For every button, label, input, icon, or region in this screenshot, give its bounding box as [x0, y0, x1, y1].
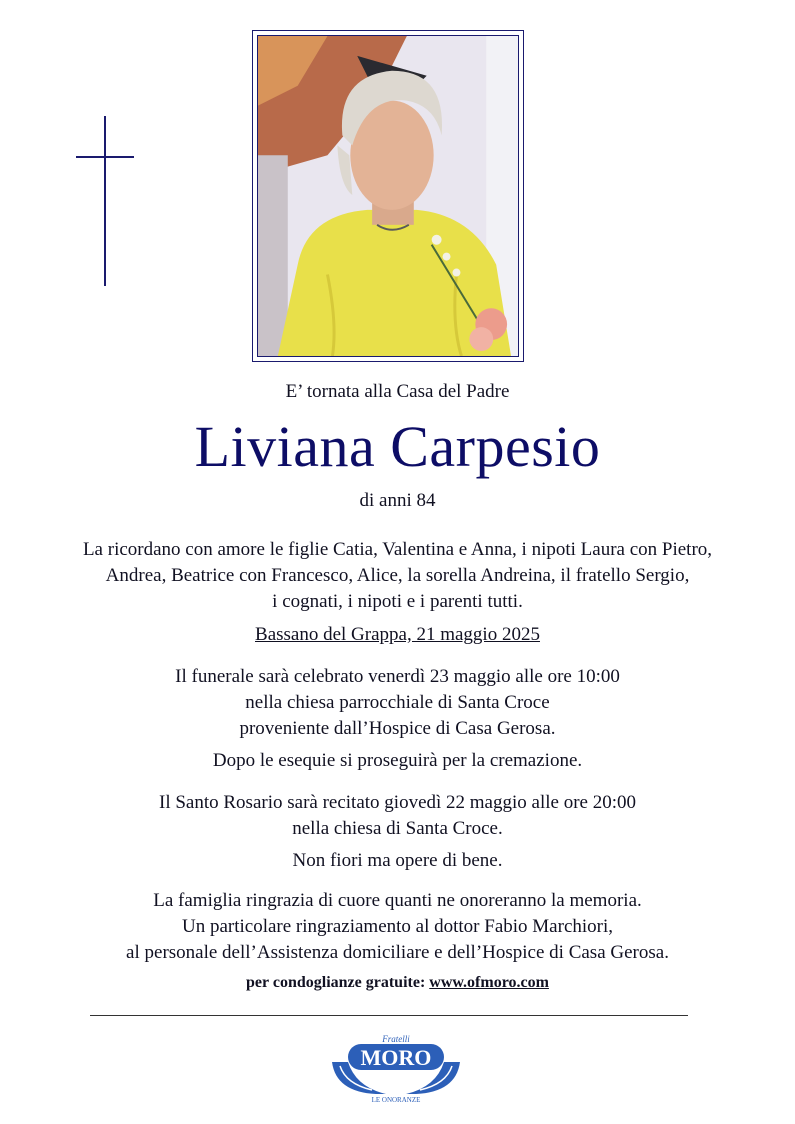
- place-date-text: Bassano del Grappa, 21 maggio 2025: [255, 624, 540, 645]
- remembrance-block: [0, 537, 795, 615]
- logo-main-text: MORO: [360, 1045, 432, 1070]
- condolences-line: [0, 974, 795, 992]
- portrait-photo: [257, 35, 519, 357]
- rosary-block: [0, 790, 795, 842]
- logo-top-text: Fratelli: [382, 1034, 410, 1044]
- funeral-block: [0, 664, 795, 742]
- funeral-line: Il funerale sarà celebrato venerdì 23 maggio alle ore 10:00: [175, 666, 620, 687]
- age-text: di anni 84: [359, 490, 436, 511]
- intro-text: E’ tornata alla Casa del Padre: [285, 381, 510, 402]
- place-date: [0, 624, 795, 646]
- logo-bottom-text: LE ONORANZE: [371, 1096, 421, 1104]
- remembrance-line: Andrea, Beatrice con Francesco, Alice, la sorella Andreina, il fratello Sergio,: [105, 565, 690, 586]
- deceased-name: Liviana Carpesio: [194, 414, 601, 479]
- flowers-text: Non fiori ma opere di bene.: [292, 850, 503, 871]
- portrait-frame: [252, 30, 524, 362]
- thanks-line: Un particolare ringraziamento al dottor Fabio Marchiori,: [181, 916, 614, 937]
- condolences-label: per condoglianze gratuite:: [246, 974, 426, 991]
- rosary-line: nella chiesa di Santa Croce.: [292, 818, 503, 839]
- funeral-line: nella chiesa parrocchiale di Santa Croce: [245, 692, 550, 713]
- exequies-text: Dopo le esequie si proseguirà per la cremazione.: [212, 750, 583, 771]
- funeral-line: proveniente dall’Hospice di Casa Gerosa.: [239, 718, 556, 739]
- remembrance-line: La ricordano con amore le figlie Catia, Valentina e Anna, i nipoti Laura con Pietro,: [82, 539, 713, 560]
- remembrance-line: i cognati, i nipoti e i parenti tutti.: [272, 591, 523, 612]
- thanks-line: La famiglia ringrazia di cuore quanti ne onoreranno la memoria.: [153, 890, 642, 911]
- thanks-block: [0, 888, 795, 966]
- cross-icon: [76, 116, 134, 286]
- rosary-line: Il Santo Rosario sarà recitato giovedì 22 maggio alle ore 20:00: [159, 792, 636, 813]
- divider: [90, 1015, 688, 1016]
- moro-logo: [326, 1032, 466, 1104]
- thanks-line: al personale dell’Assistenza domiciliare e dell’Hospice di Casa Gerosa.: [126, 942, 669, 963]
- condolences-link[interactable]: www.ofmoro.com: [429, 974, 549, 991]
